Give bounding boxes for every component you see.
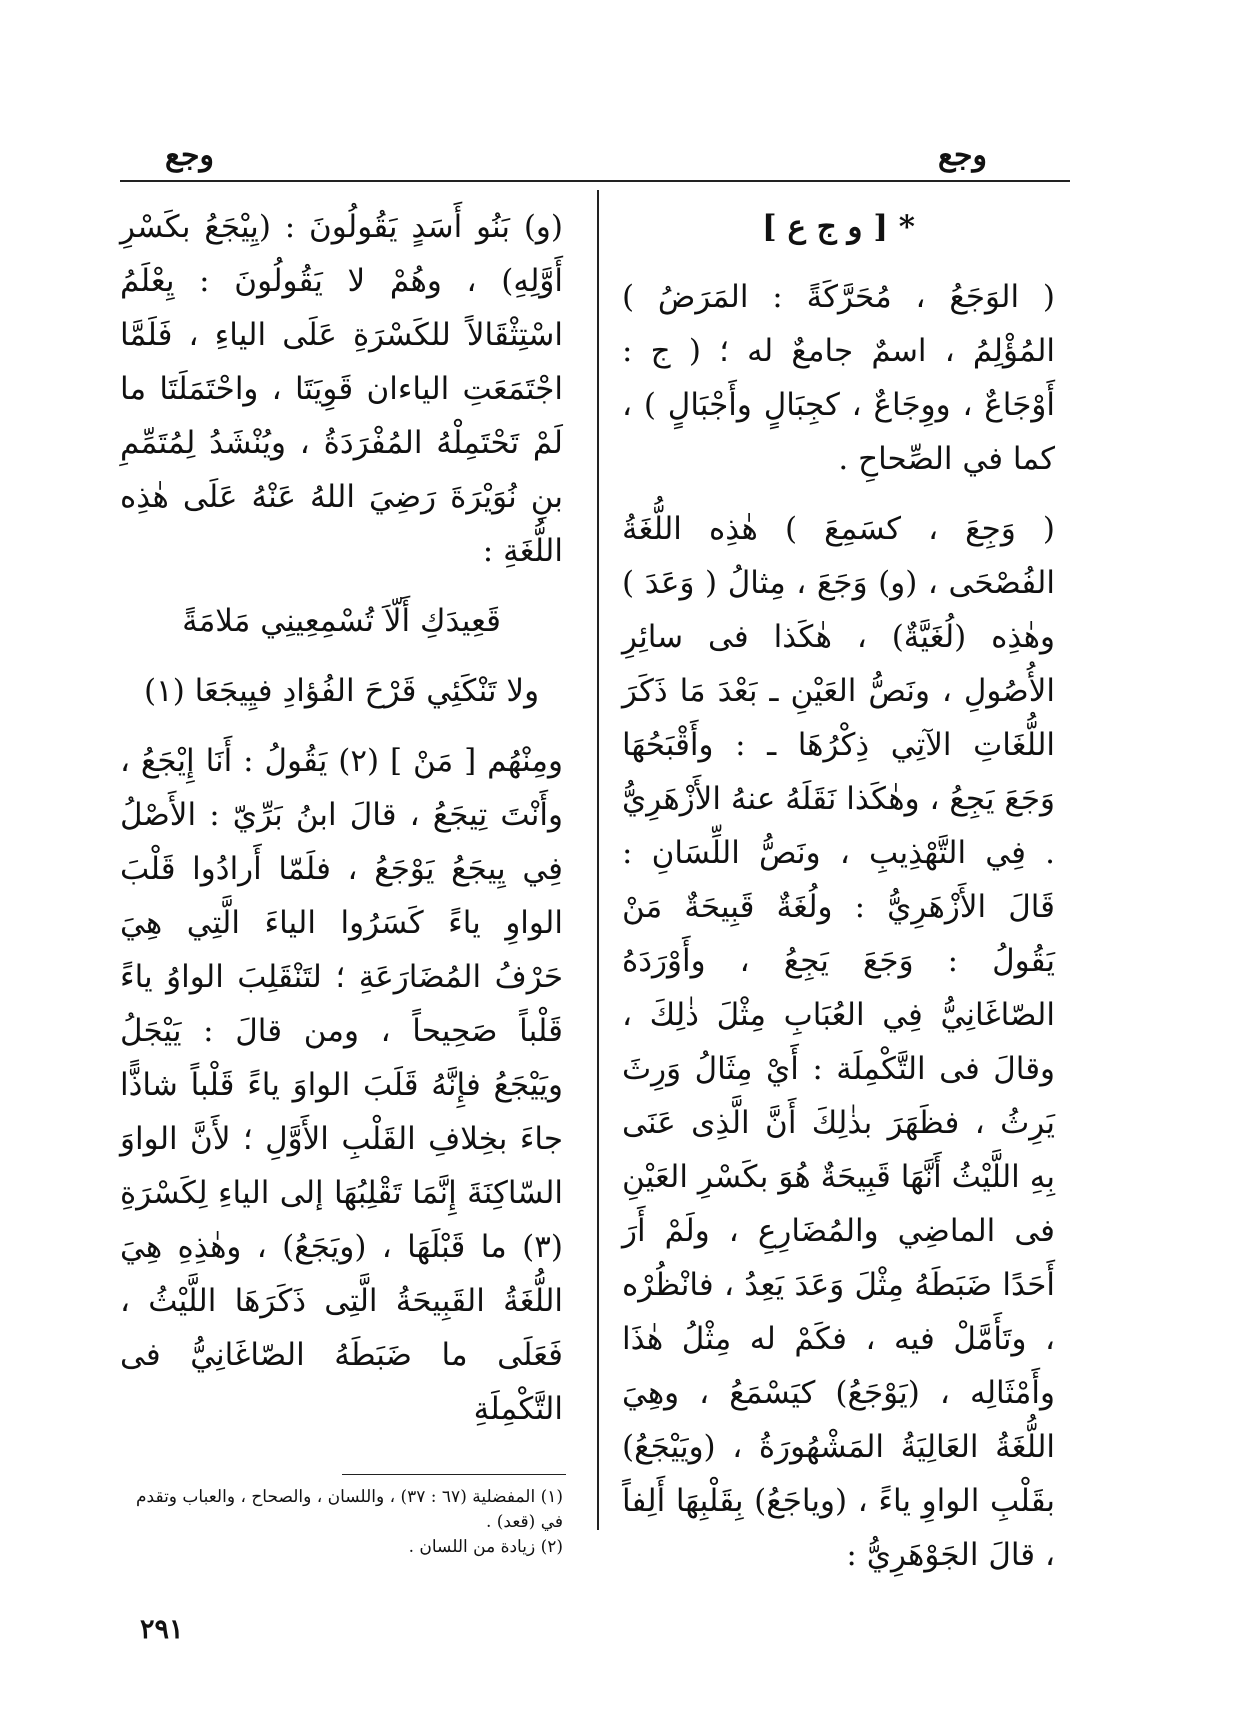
paragraph-forms: ( وَجِعَ ، كسَمِعَ ) هٰذِه اللُّغَةُ الفُصْحَى ، (و) وَجَعَ ، مِثالُ ( وَعَدَ ) وهٰذِه (لُغَيَّةٌ) ، هٰكَذا فى سائِرِ الأُصُولِ ، ونَصُّ العَيْنِ ـ بَعْدَ مَا ذَكَرَ اللُّغَاتِ الآتِي ذِكْرُهَا ـ : وأَقْبَحُهَا وَجَعَ يَجِعُ ، وهٰكَذا نَقَلَهُ عنهُ الأَزْهَرِيُّ . فِي التَّهْذِيبِ ، ونَصُّ اللِّسَانِ : قَالَ الأَزْهَرِيُّ : ولُغَةٌ قَبِيحَةٌ مَنْ يَقُولُ : وَجَعَ يَجِعُ ، وأَوْرَدَهُ الصّاغَانِيُّ فِي العُبَابِ مِثْلَ ذٰلِكَ ، وقالَ فى التَّكْمِلَة : أَيْ مِثَالُ وَرِثَ يَرِثُ ، فظَهَرَ بذٰلِكَ أَنَّ الَّذِى عَنَى بِهِ اللَّيْثُ أَنَّهَا قَبِيحَةٌ هُوَ بكَسْرِ العَيْنِ فى الماضِي والمُضَارِعِ ، ولَمْ أَرَ أَحَدًا ضَبَطَهُ مِثْلَ وَعَدَ يَعِدُ ، فانْظُرْه ، وتَأَمَّلْ فيه ، فكَمْ له مِثْلُ هٰذَا وأَمْثَالِه ، (يَوْجَعُ) كيَسْمَعُ ، وهِيَ اللُّغَةُ العَالِيَةُ المَشْهُورَةُ ، (ويَيْجَعُ) بقَلْبِ الواوِ ياءً ، (وياجَعُ) بِقَلْبِهَا أَلِفاً ، قالَ الجَوْهَرِيُّ : [622,511,1055,1573]
header-rule [120,180,1070,182]
paragraph-bani-asad: (و) بَنُو أَسَدٍ يَقُولُونَ : (يِيْجَعُ بكَسْرِ أَوَّلِهِ) ، وهُمْ لا يَقُولُونَ : يِعْلَمُ اسْتِثْقَالاً للكَسْرَةِ عَلَى الياءِ ، فَلَمَّا اجْتَمَعَتِ الياءان قَوِيَتَا ، واحْتَمَلَتَا ما لَمْ تَحْتَمِلْهُ المُفْرَدَةُ ، ويُنْشَدُ لِمُتَمِّمِ بنِ نُوَيْرَةَ رَضِيَ اللهُ عَنْهُ عَلَى هٰذِه اللُّغَةِ : [120,209,563,569]
running-header-right: وجع [938,138,987,173]
running-header-left: وجع [165,138,214,173]
left-column [120,200,563,1436]
paragraph-definition: ( الوَجَعُ ، مُحَرَّكَةً : المَرَضُ ) المُؤْلِمُ ، اسمٌ جامعٌ له ؛ ( ج : أَوْجَاعٌ ، ووِجَاعٌ ، كجِبَالٍ وأَجْبَالٍ ) ، كما في الصِّحاحِ . [622,279,1055,477]
footnote-rule [342,1474,566,1475]
right-column [622,200,1055,1582]
column-divider [597,190,599,1530]
entry-heading: * [ و ج ع ] [762,209,915,245]
footnote-2: (٢) زيادة من اللسان . [408,1537,563,1557]
footnote-1: (١) المفضلية (٦٧ : ٣٧) ، واللسان ، والصحاح ، والعباب وتقدم في (قعد) . [136,1487,563,1532]
verse-line-2: ولا تَنْكَئِي قَرْحَ الفُؤادِ فيِيجَعَا (١) [143,673,540,709]
paragraph-ibn-barri: ومِنْهُم [ مَنْ ] (٢) يَقُولُ : أَنَا إِيْجَعُ ، وأَنْتَ تِيجَعُ ، قالَ ابنُ بَرِّيّ : الأَصْلُ فِي يِيجَعُ يَوْجَعُ ، فلَمّا أَرادُوا قَلْبَ الواوِ ياءً كَسَرُوا الياءَ الَّتِي هِيَ حَرْفُ المُضَارَعَةِ ؛ لتَنْقَلِبَ الواوُ ياءً قَلْباً صَحِيحاً ، ومن قالَ : يَيْجَلُ ويَيْجَعُ فإِنَّهُ قَلَبَ الواوَ ياءً قَلْباً شاذًّا جاءَ بخِلافِ القَلْبِ الأَوَّلِ ؛ لأَنَّ الواوَ السّاكِنَةَ إِنَّمَا تَقْلِبُهَا إلى الياءِ لِكَسْرَةِ (٣) ما قَبْلَهَا ، (ويَجَعُ) ، وهٰذِهِ هِيَ اللُّغَةُ القَبِيحَةُ الَّتِى ذَكَرَهَا اللَّيْثُ ، فَعَلَى ما ضَبَطَهُ الصّاغَانِيُّ فى التَّكْمِلَةِ [120,743,563,1427]
footnotes [120,1485,563,1560]
page-number: ٢٩١ [140,1614,184,1645]
verse-line-1: قَعِيدَكِ أَلّاَ تُسْمِعِينِي مَلامَةً [182,603,501,639]
